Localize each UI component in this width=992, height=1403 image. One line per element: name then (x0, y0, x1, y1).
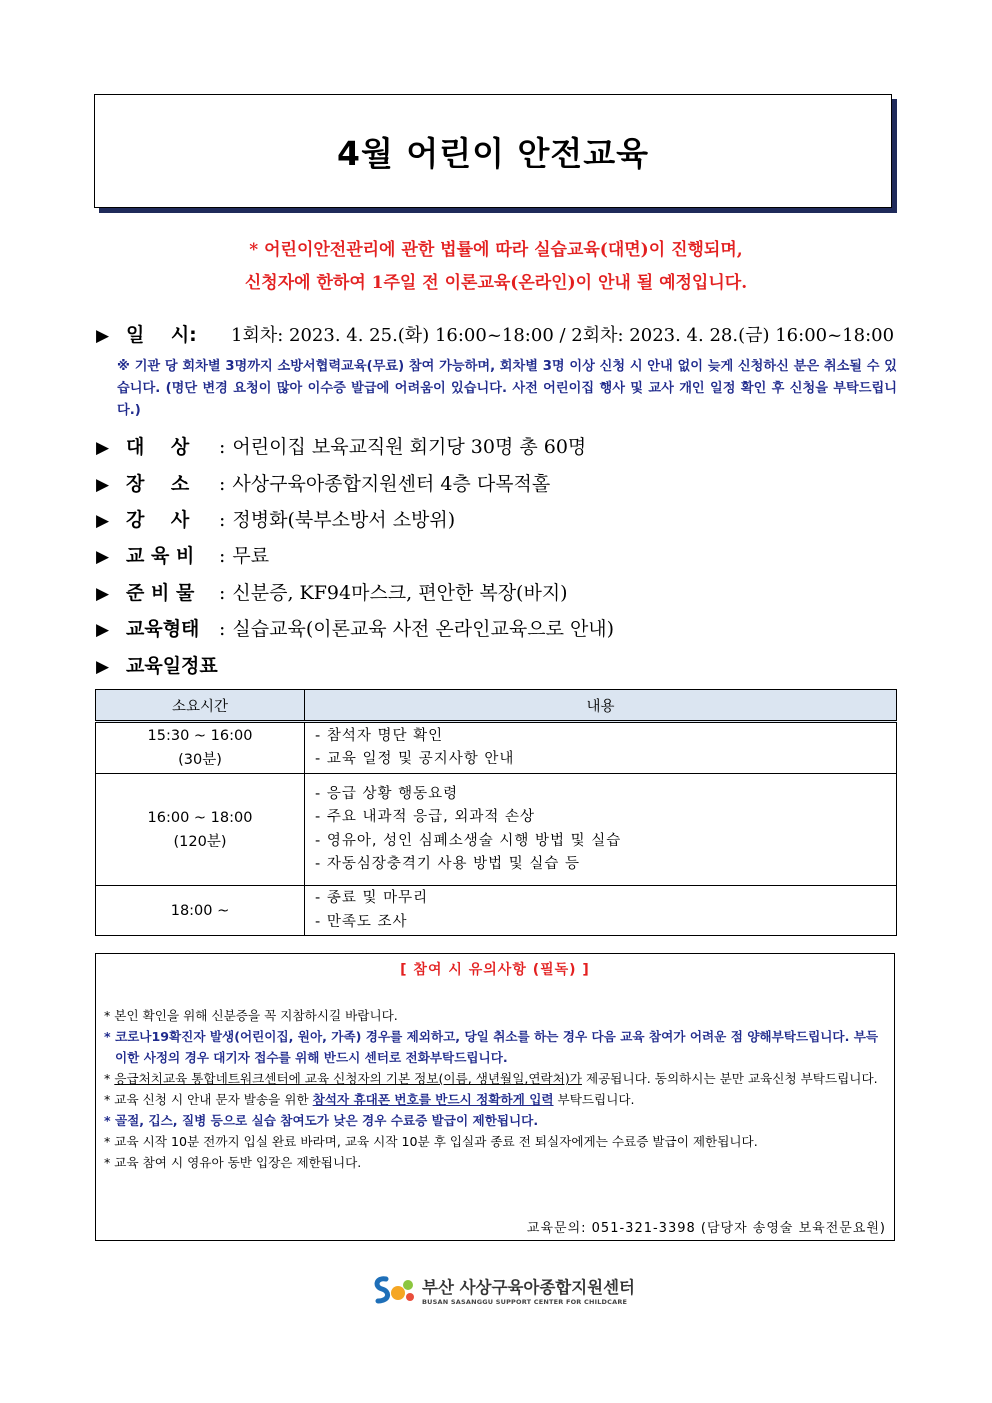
caution-item-rest: 제공됩니다. 동의하시는 분만 교육신청 부탁드립니다. (581, 1071, 878, 1086)
org-name-en: BUSAN SASANGGU SUPPORT CENTER FOR CHILDCARE (422, 1298, 628, 1306)
arrow-icon: ▶ (96, 584, 110, 604)
registration-note: ※ 기관 당 회차별 3명까지 소방서협력교육(무료) 참여 가능하며, 회차별 3명 이상 신청 시 안내 없이 늦게 신청하신 분은 취소될 수 있습니다. (명단 변경 요청이 많아 이수증 발급에 어려움이 있습니다. 사전 어린이집 행사 및 교사 개인 일정 확인 후 신청을 부탁드립니다.) (117, 359, 897, 418)
time-duration: (120분) (173, 833, 227, 850)
caution-list (104, 1005, 890, 1173)
info-fee-row: ▶ 교 육 비 : 무료 (96, 541, 269, 568)
arrow-icon: ▶ (96, 326, 110, 346)
caution-item: * 교육 참여 시 영유아 동반 입장은 제한됩니다. (104, 1155, 362, 1170)
notice-line-2: 신청자에 한하여 1주일 전 이론교육(온라인)이 안내 될 예정입니다. (244, 273, 748, 293)
list-item: - 응급 상황 행동요령 (315, 785, 459, 802)
time-duration: (30분) (178, 752, 222, 768)
info-target-row: ▶ 대 상 : 어린이집 보육교직원 회기당 30명 총 60명 (96, 432, 586, 459)
list-item: - 참석자 명단 확인 (315, 727, 444, 744)
list-item: - 종료 및 마무리 (315, 890, 429, 906)
list-item: - 교육 일정 및 공지사항 안내 (315, 751, 515, 767)
materials-label: 준 비 물 (126, 582, 195, 604)
list-item: - 자동심장충격기 사용 방법 및 실습 등 (315, 856, 580, 872)
content-cell (305, 774, 897, 886)
time-range: 15:30 ~ 16:00 (147, 728, 253, 744)
caution-box (95, 953, 895, 1241)
table-row (96, 774, 897, 886)
info-format-row: ▶ 교육형태 : 실습교육(이론교육 사전 온라인교육으로 안내) (96, 614, 614, 641)
caution-item: * 본인 확인을 위해 신분증을 꼭 지참하시길 바랍니다. (104, 1008, 398, 1023)
caution-emphasis: 참석자 휴대폰 번호를 반드시 정확하게 입력 (312, 1092, 554, 1107)
list-item: - 영유아, 성인 심폐소생술 시행 방법 및 실습 (315, 832, 622, 849)
schedule-table (95, 689, 897, 936)
arrow-icon: ▶ (96, 547, 110, 567)
caution-item-start: * 교육 신청 시 안내 문자 발송을 위한 (104, 1092, 313, 1107)
caution-underline: 응급처치교육 통합네트워크센터에 교육 신청자의 기본 정보(이름, 생년월일,연락처)가 (114, 1071, 582, 1086)
logo-icon (372, 1273, 418, 1307)
caution-item: * 골절, 깁스, 질병 등으로 실습 참여도가 낮은 경우 수료증 발급이 제한됩니다. (104, 1113, 539, 1128)
date-label: 일 시: (126, 324, 197, 346)
info-lecturer-row: ▶ 강 사 : 정병화(북부소방서 소방위) (96, 505, 455, 532)
title-box (94, 94, 892, 208)
format-value: 실습교육(이론교육 사전 온라인교육으로 안내) (232, 618, 615, 640)
content-cell (305, 886, 897, 936)
place-label: 장 소 (126, 473, 190, 495)
target-value: 어린이집 보육교직원 회기당 30명 총 60명 (232, 436, 587, 458)
arrow-icon: ▶ (96, 511, 110, 531)
schedule-heading: 교육일정표 (126, 655, 218, 677)
materials-value: 신분증, KF94마스크, 편안한 복장(바지) (232, 582, 568, 604)
footer-logo (372, 1273, 635, 1307)
lecturer-label: 강 사 (126, 509, 190, 531)
contact-info: 교육문의: 051-321-3398 (담당자 송영술 보육전문요원) (526, 1221, 886, 1236)
time-cell (96, 886, 305, 936)
schedule-heading-row (96, 651, 218, 678)
place-value: 사상구육아종합지원센터 4층 다목적홀 (232, 473, 551, 495)
list-item: - 만족도 조사 (315, 913, 408, 930)
format-label: 교육형태 (126, 618, 200, 640)
header-content: 내용 (305, 690, 897, 722)
caution-item: * 교육 시작 10분 전까지 입실 완료 바라며, 교육 시작 10분 후 입실과 종료 전 퇴실자에게는 수료증 발급이 제한됩니다. (104, 1134, 758, 1149)
arrow-icon: ▶ (96, 438, 110, 458)
org-name-ko: 부산 사상구육아종합지원센터 (422, 1278, 635, 1297)
caution-title: [ 참여 시 유의사항 (필독) ] (400, 962, 590, 978)
caution-item: * 코로나19확진자 발생(어린이집, 원아, 가족) 경우를 제외하고, 당일 취소를 하는 경우 다음 교육 참여가 어려운 점 양해부탁드립니다. 부득이한 사정의 경우 대기자 접수를 위해 반드시 센터로 전화부탁드립니다. (104, 1029, 879, 1065)
arrow-icon: ▶ (96, 620, 110, 640)
time-range: 16:00 ~ 18:00 (147, 809, 253, 826)
header-duration: 소요시간 (96, 690, 305, 722)
lecturer-value: 정병화(북부소방서 소방위) (232, 509, 456, 531)
table-row (96, 886, 897, 936)
info-date-row (96, 320, 894, 347)
fee-value: 무료 (232, 545, 270, 567)
arrow-icon: ▶ (96, 657, 110, 677)
notice-line-1: * 어린이안전관리에 관한 법률에 따라 실습교육(대면)이 진행되며, (249, 240, 743, 260)
time-cell (96, 722, 305, 774)
arrow-icon: ▶ (96, 475, 110, 495)
info-materials-row: ▶ 준 비 물 : 신분증, KF94마스크, 편안한 복장(바지) (96, 578, 568, 605)
target-label: 대 상 (126, 436, 190, 458)
caution-item: * 응급처치교육 통합네트워크센터에 교육 신청자의 기본 정보(이름, 생년월일,연락처)가 제공됩니다. 동의하시는 분만 교육신청 부탁드립니다. (104, 1071, 878, 1086)
page-title: 4월 어린이 안전교육 (337, 133, 649, 173)
content-cell (305, 722, 897, 774)
time-range: 18:00 ~ (170, 902, 230, 919)
info-place-row: ▶ 장 소 : 사상구육아종합지원센터 4층 다목적홀 (96, 469, 550, 496)
table-row (96, 722, 897, 774)
list-item: - 주요 내과적 응급, 외과적 손상 (315, 809, 535, 825)
time-cell (96, 774, 305, 886)
caution-item-end: 부탁드립니다. (553, 1092, 635, 1107)
fee-label: 교 육 비 (126, 545, 195, 567)
caution-item (104, 1089, 890, 1110)
date-value: 1회차: 2023. 4. 25.(화) 16:00~18:00 / 2회차: 2023. 4. 28.(금) 16:00~18:00 (231, 325, 895, 346)
